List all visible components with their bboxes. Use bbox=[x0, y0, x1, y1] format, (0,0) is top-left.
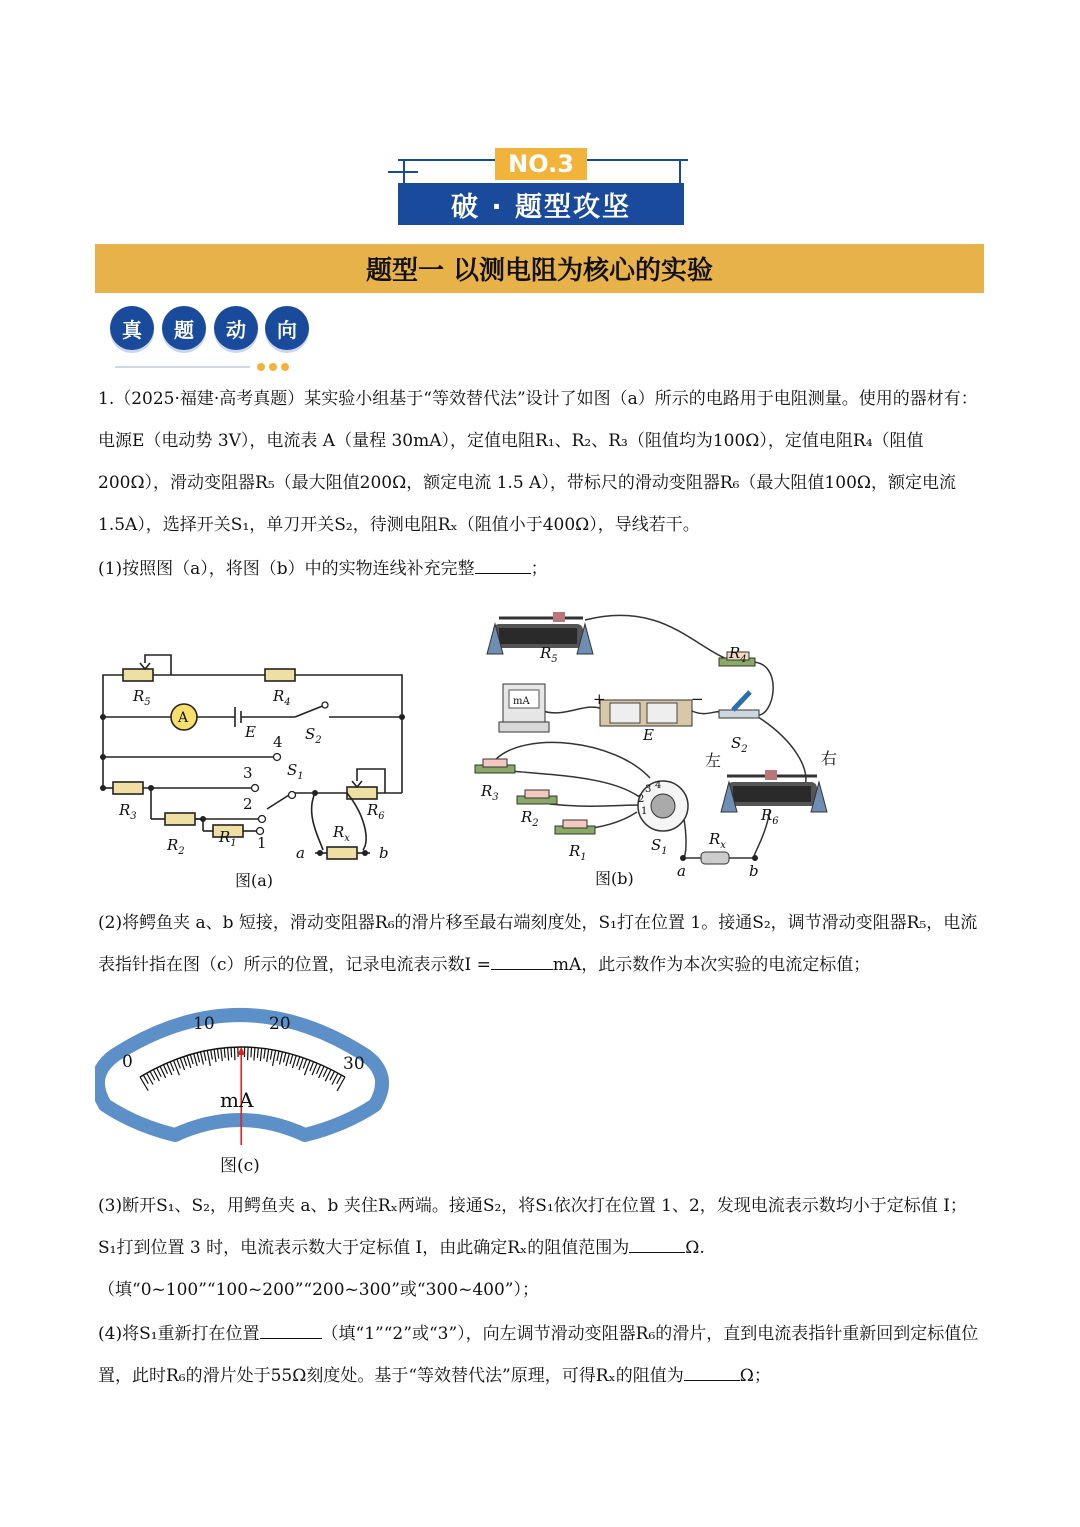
question-intro: 1.（2025·福建·高考真题）某实验小组基于“等效替代法”设计了如图（a）所示的电路用于电阻测量。使用的器材有：电源E（电动势 3V），电流表 A（量程 30mA），定值电阻R₁、R₂、R₃（阻值均为100Ω），定值电阻R₄（阻值200Ω），滑动变阻器R₅（最大阻值200Ω，额定电流 1.5 A），带标尺的滑动变阻器R₆（最大阻值100Ω，额定电流 1.5A），选择开关S₁，单刀开关S₂，待测电阻Rₓ（阻值小于400Ω），导线若干。 bbox=[98, 389, 978, 535]
question-part-4 bbox=[98, 1313, 984, 1397]
fig-a-node-1: 1 bbox=[257, 834, 267, 852]
header-title: 破 · 题型攻坚 bbox=[398, 183, 684, 225]
meter-tick-label-10: 10 bbox=[193, 1014, 215, 1034]
badge-char-4: 向 bbox=[265, 306, 309, 350]
fig-a-label-E: E bbox=[245, 723, 256, 741]
q3-text: (3)断开S₁、S₂，用鳄鱼夹 a、b 夹住Rₓ两端。接通S₂，将S₁依次打在位置 1、2，发现电流表示数均小于定标值 I；S₁打到位置 3 时，电流表示数大于定标值 I，由此确定Rₓ的阻值范围为 bbox=[98, 1196, 967, 1258]
fig-a-ammeter-label: A bbox=[178, 710, 189, 726]
meter-tick-label-0: 0 bbox=[122, 1052, 133, 1072]
badge-underline bbox=[115, 360, 315, 374]
fig-b-label-E: E bbox=[643, 726, 654, 744]
fig-b-label-R1: $R_1$ bbox=[569, 842, 587, 863]
fig-b-label-left: 左 bbox=[705, 751, 722, 770]
q1-text: (1)按照图（a），将图（b）中的实物连线补充完整 bbox=[98, 559, 475, 579]
meter-tick bbox=[248, 1047, 249, 1060]
meter-tick-label-20: 20 bbox=[269, 1014, 291, 1034]
fig-b-label-S2: $S_2$ bbox=[731, 734, 748, 755]
fig-a-node-2: 2 bbox=[243, 795, 253, 813]
fig-b-label-a: a bbox=[677, 862, 686, 880]
fig-a-label-S2: $S_2$ bbox=[305, 725, 322, 746]
q2-text: (2)将鳄鱼夹 a、b 短接，滑动变阻器R₆的滑片移至最右端刻度处，S₁打在位置 1。接通S₂，调节滑动变阻器R₅，电流表指针指在图（c）所示的位置，记录电流表示数I = bbox=[98, 913, 978, 975]
figure-c-meter bbox=[95, 995, 395, 1180]
fig-a-label-R4: $R_4$ bbox=[273, 687, 291, 708]
fig-a-caption: 图(a) bbox=[235, 871, 274, 890]
fig-b-label-R5: $R_5$ bbox=[540, 644, 558, 665]
fig-b-label-Rx: $R_x$ bbox=[709, 830, 726, 851]
fig-b-caption: 图(b) bbox=[595, 869, 634, 888]
fig-a-label-R2: $R_2$ bbox=[167, 836, 185, 857]
q3-text-end: Ω.（填“0~100”“100~200”“200~300”或“300~400”）； bbox=[98, 1238, 705, 1300]
figure-a-circuit bbox=[95, 645, 415, 895]
q1-blank[interactable] bbox=[475, 555, 531, 574]
fig-a-node-4: 4 bbox=[273, 733, 283, 751]
fig-a-label-R6: $R_6$ bbox=[367, 801, 385, 822]
q3-blank[interactable] bbox=[629, 1234, 685, 1253]
q4-blank-resistance[interactable] bbox=[684, 1362, 740, 1381]
fig-b-label-b: b bbox=[749, 862, 759, 880]
fig-a-label-a: a bbox=[296, 844, 305, 862]
fig-a-label-Rx: $R_x$ bbox=[333, 823, 350, 844]
fig-b-label-R4: $R_4$ bbox=[729, 644, 747, 665]
fig-b-knob-2: 2 bbox=[638, 794, 645, 805]
fig-a-label-R5: $R_5$ bbox=[133, 687, 151, 708]
meter-tick bbox=[234, 1047, 235, 1060]
header-no-tag: NO.3 bbox=[495, 148, 587, 180]
q2-text-end: mA，此示数作为本次实验的电流定标值； bbox=[552, 955, 871, 975]
meter-tick bbox=[231, 1047, 232, 1057]
question-part-2 bbox=[98, 902, 984, 986]
badge-char-2: 题 bbox=[162, 306, 206, 350]
q4-text-mid: （填“1”“2”或“3”），向左调节滑动变阻器R₆的滑片，直到电流表指针重新回到定标值位置，此时R₆的滑片处于55Ω刻度处。基于“等效替代法”原理，可得Rₓ的阻值为 bbox=[98, 1324, 979, 1386]
fig-b-label-minus: − bbox=[691, 690, 704, 708]
fig-a-label-S1: $S_1$ bbox=[287, 761, 304, 782]
q1-end: ； bbox=[530, 559, 548, 579]
fig-b-label-R3: $R_3$ bbox=[481, 782, 499, 803]
q4-blank-position[interactable] bbox=[260, 1320, 322, 1339]
fig-a-label-b: b bbox=[379, 844, 389, 862]
fig-b-knob-1: 1 bbox=[641, 806, 648, 817]
fig-b-knob-4: 4 bbox=[655, 780, 662, 791]
q4-text: (4)将S₁重新打在位置 bbox=[98, 1324, 260, 1344]
fig-c-caption: 图(c) bbox=[220, 1156, 260, 1176]
q4-text-end: Ω； bbox=[739, 1366, 771, 1386]
fig-b-label-plus: + bbox=[593, 690, 606, 708]
badge-char-3: 动 bbox=[214, 306, 258, 350]
fig-b-knob-3: 3 bbox=[645, 784, 652, 795]
meter-tick bbox=[251, 1047, 252, 1057]
question-part-1 bbox=[98, 548, 984, 590]
fig-a-label-R3: $R_3$ bbox=[119, 801, 137, 822]
meter-unit: mA bbox=[220, 1088, 254, 1112]
question-part-3 bbox=[98, 1185, 984, 1311]
fig-a-label-R1: $R_1$ bbox=[219, 828, 237, 849]
fig-b-label-right: 右 bbox=[821, 749, 838, 768]
q2-blank[interactable] bbox=[491, 951, 553, 970]
section-title: 题型一 以测电阻为核心的实验 bbox=[95, 244, 984, 293]
fig-b-label-R6: $R_6$ bbox=[761, 806, 779, 827]
fig-b-label-S1: $S_1$ bbox=[651, 836, 668, 857]
fig-b-label-mA: mA bbox=[513, 696, 530, 707]
fig-b-label-R2: $R_2$ bbox=[521, 808, 539, 829]
figure-b-apparatus bbox=[465, 600, 865, 895]
badge-char-1: 真 bbox=[110, 306, 154, 350]
meter-tick-label-30: 30 bbox=[343, 1054, 365, 1074]
fig-a-node-3: 3 bbox=[243, 764, 253, 782]
